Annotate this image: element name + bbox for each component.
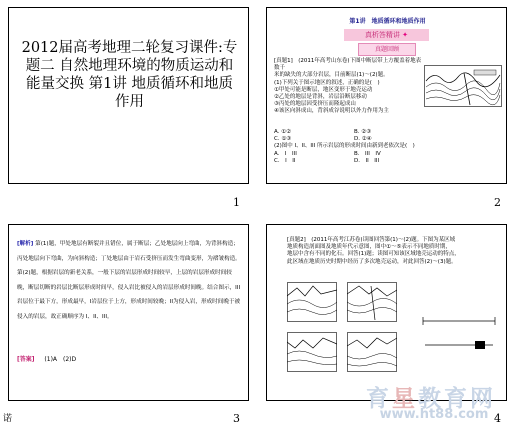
- answer-label: [答案]: [17, 356, 35, 363]
- question-line: 此区域在地质历史时期中经历了多次地壳运动，对此回答(2)～(3)题。: [287, 258, 457, 265]
- slide-4[interactable]: [266, 224, 507, 401]
- geologic-section-diagram: [424, 65, 502, 107]
- geologic-panel-4: [347, 332, 397, 372]
- question-line: [真题1] (2011年高考山东卷)下图中断层带上方覆盖着地表数千: [274, 58, 422, 72]
- slide-2-header: 第1讲 地质循环和地质作用: [349, 18, 426, 25]
- option-row: [274, 158, 502, 165]
- option-a: A. ①②: [274, 129, 292, 135]
- option-d: D. ②④: [354, 136, 372, 143]
- question-2: (2)图中 I、II、III 所示岩层的形成时间由新到老依次是( ): [274, 143, 415, 150]
- geologic-panel-1: [287, 282, 337, 322]
- slide-3-body: [17, 237, 242, 325]
- slide-1-title: 2012届高考地理二轮复习课件:专题二 自然地理环境的物质运动和能量交换 第1讲 地质循环和地质作用: [21, 40, 238, 110]
- question-line: ④该区向斜成山，背斜成谷说明以外力作用为主: [274, 108, 389, 115]
- page-number-3: 3: [233, 412, 240, 425]
- option-b: B. ②③: [354, 129, 372, 135]
- option-b: B. III IV: [354, 150, 381, 157]
- option-a: A. I III: [274, 150, 297, 157]
- question-line: 米的缺失的大部分岩层，目前断层(1)～(2)题。: [274, 72, 389, 79]
- watermark-text-a: 育: [366, 386, 392, 412]
- slide-2-options: [274, 129, 502, 165]
- question-line: ①甲处可能是断层，地区变形于地壳运动: [274, 86, 373, 93]
- question-line: ③丙处的地层因受挤压而隆起成山: [274, 101, 356, 108]
- slide-2-banner: [344, 29, 429, 41]
- question-line: [真题2] (2011年高考江苏卷)读图回答第(1)～(2)题。下图为某区域: [287, 237, 456, 243]
- slide-2-sub-banner: 真题回顾: [358, 43, 416, 56]
- geologic-panel-3: [287, 332, 337, 372]
- slide-4-question: [287, 237, 492, 266]
- star-icon: ✦: [402, 31, 409, 39]
- option-c: C. ①③: [274, 136, 292, 143]
- watermark-url: www.ht88.com: [379, 407, 489, 422]
- option-c: C. I II: [274, 157, 296, 164]
- question-line: 地层中含有不同的化石。回答(1)题；读图可知该区域地壳运动的特点，: [287, 251, 460, 258]
- corner-mark: 诺: [3, 414, 13, 424]
- analysis-text: 第(1)题，甲处地层有断裂并且错位，属于断层；乙处地层向上弯曲，为背斜构造；丙处地层向下弯曲，为向斜构造；丁处地层由于岩石受挤压而发生弯曲变形，为褶皱构造。第(2)题，根据岩层的新老关系，一般下层的岩层形成时间较早，上层的岩层形成时间较晚，断层切断的岩层比断层形成时间早，侵入岩比被侵入的岩层形成时间晚。结合图示，III岩层位于最下方，形成最早，I岩层位于上方，形成时间较晚；II为侵入岩，形成时间晚于被侵入的岩层，故正确顺序为 I、II、III。: [17, 241, 241, 320]
- geologic-time-diagram: [415, 305, 500, 357]
- slide-3[interactable]: [8, 224, 249, 401]
- option-row: [274, 151, 502, 158]
- option-row: [274, 129, 502, 136]
- question-line: (1)下列关于图示地区的叙述，正确的是( ): [274, 79, 380, 86]
- slide-2-question: [274, 58, 424, 116]
- question-line: ②乙处的地层是背斜，岩层沿断层移动: [274, 94, 367, 101]
- page-number-2: 2: [494, 196, 501, 209]
- watermark-text-b: 星: [392, 386, 418, 412]
- banner-text: 真析答精讲: [364, 31, 400, 39]
- option-d: D. II III: [354, 157, 380, 164]
- analysis-label: [解析]: [17, 241, 34, 247]
- question-line: 地质构造剖面图及地质年代示意图，图中①～⑤表示不同地质时期，: [287, 244, 451, 251]
- slide-2[interactable]: [266, 7, 507, 184]
- answer-line: [17, 354, 76, 363]
- answer-value: (1)A (2)D: [44, 356, 77, 363]
- page-number-1: 1: [233, 196, 240, 209]
- slide-1[interactable]: [8, 7, 249, 184]
- page-number-4: 4: [494, 412, 501, 425]
- watermark-text-c: 教育网: [418, 386, 496, 412]
- geologic-panel-2: [347, 282, 397, 322]
